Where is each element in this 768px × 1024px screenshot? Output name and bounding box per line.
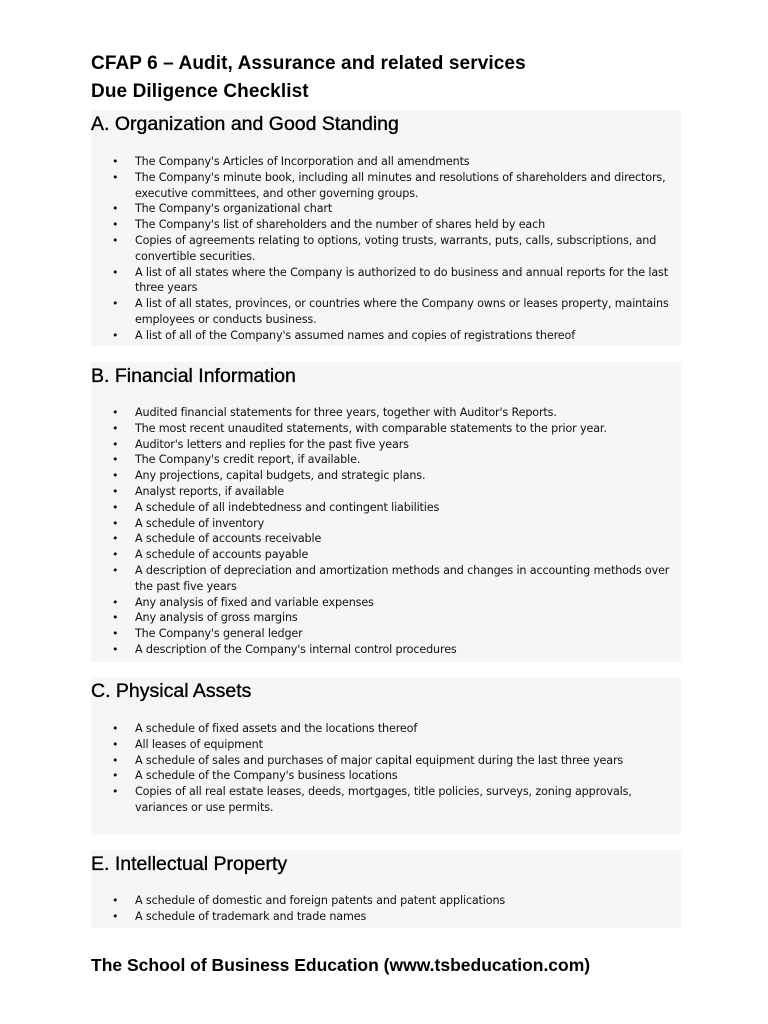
list-item-text: The most recent unaudited statements, with comparable statements to the prior year. — [135, 421, 607, 435]
list-item-text: A description of the Company's internal control procedures — [135, 642, 457, 656]
list-item-text: A list of all of the Company's assumed names and copies of registrations thereof — [135, 328, 575, 342]
list-item-text: Any analysis of fixed and variable expenses — [135, 595, 374, 609]
section-heading: A. Organization and Good Standing — [91, 113, 399, 135]
list-item — [108, 547, 678, 563]
list-item — [108, 154, 678, 170]
section-heading: E. Intellectual Property — [91, 853, 288, 875]
bullet-icon: • — [112, 894, 119, 907]
bullet-icon: • — [112, 500, 119, 514]
bullet-icon: • — [112, 595, 119, 609]
bullet-icon: • — [112, 202, 119, 216]
bullet-icon: • — [112, 532, 119, 546]
list-item — [108, 170, 678, 202]
section-heading: B. Financial Information — [91, 365, 296, 387]
bullet-icon: • — [112, 548, 119, 562]
list-item — [108, 737, 678, 753]
list-item — [108, 721, 678, 737]
bullet-icon: • — [112, 785, 119, 799]
list-item — [108, 909, 678, 925]
document-footer: The School of Business Education (www.tsbeducation.com) — [91, 955, 591, 975]
list-item-text: Any projections, capital budgets, and strategic plans. — [135, 469, 426, 483]
list-item-text: The Company's organizational chart — [135, 202, 333, 216]
list-item — [108, 516, 678, 532]
bullet-icon: • — [112, 516, 119, 530]
bullet-icon: • — [112, 297, 119, 311]
bullet-icon: • — [112, 453, 119, 467]
section-list — [108, 154, 678, 344]
list-item — [108, 296, 678, 328]
list-item-text: The Company's minute book, including all minutes and resolutions of shareholders and directors, executive committees, and other governing groups. — [135, 170, 666, 200]
list-item-text: The Company's credit report, if available. — [135, 453, 361, 467]
document-title-line-2: Due Diligence Checklist — [91, 81, 309, 102]
list-item-text: A schedule of accounts payable — [135, 548, 309, 562]
bullet-icon: • — [112, 265, 119, 279]
document-title-line-1: CFAP 6 – Audit, Assurance and related services — [91, 53, 526, 74]
list-item-text: A schedule of fixed assets and the locations thereof — [135, 722, 418, 735]
list-item — [108, 217, 678, 233]
list-item-text: All leases of equipment — [135, 737, 263, 751]
bullet-icon: • — [112, 406, 119, 419]
list-item-text: Audited financial statements for three years, together with Auditor's Reports. — [135, 406, 557, 419]
list-item-text: A schedule of accounts receivable — [135, 532, 322, 546]
section-financial — [91, 362, 681, 662]
list-item — [108, 405, 678, 421]
list-item-text: A schedule of trademark and trade names — [135, 909, 367, 923]
list-item-text: Any analysis of gross margins — [135, 611, 298, 625]
list-item-text: Copies of agreements relating to options, voting trusts, warrants, puts, calls, subscriptions, and convertible securities. — [135, 233, 657, 263]
list-item-text: The Company's list of shareholders and the number of shares held by each — [135, 218, 546, 232]
bullet-icon: • — [112, 611, 119, 625]
bullet-icon: • — [112, 563, 119, 577]
list-item-text: Analyst reports, if available — [135, 484, 284, 498]
list-item — [108, 484, 678, 500]
list-item — [108, 610, 678, 626]
section-heading: C. Physical Assets — [91, 680, 252, 702]
list-item-text: The Company's Articles of Incorporation and all amendments — [135, 155, 470, 168]
list-item — [108, 421, 678, 437]
list-item — [108, 784, 678, 816]
list-item — [108, 500, 678, 516]
bullet-icon: • — [112, 484, 119, 498]
list-item-text: Auditor's letters and replies for the past five years — [135, 437, 409, 451]
list-item — [108, 563, 678, 595]
list-item — [108, 642, 678, 658]
list-item — [108, 468, 678, 484]
list-item-text: A schedule of the Company's business locations — [135, 769, 398, 783]
bullet-icon: • — [112, 437, 119, 451]
bullet-icon: • — [112, 737, 119, 751]
section-list — [108, 721, 678, 816]
list-item-text: A description of depreciation and amortization methods and changes in accounting methods over the past five years — [135, 563, 670, 593]
bullet-icon: • — [112, 218, 119, 232]
list-item-text: A list of all states, provinces, or countries where the Company owns or leases property, maintains employees or conducts business. — [135, 297, 669, 326]
list-item — [108, 265, 678, 297]
document-title — [91, 50, 526, 106]
bullet-icon: • — [112, 909, 119, 923]
list-item-text: A schedule of all indebtedness and contingent liabilities — [135, 500, 440, 514]
bullet-icon: • — [112, 233, 119, 247]
list-item-text: A schedule of sales and purchases of major capital equipment during the last three years — [135, 753, 624, 767]
section-list — [108, 405, 678, 658]
list-item-text: The Company's general ledger — [135, 627, 303, 641]
section-physical-assets — [91, 677, 681, 835]
list-item — [108, 893, 678, 909]
list-item — [108, 437, 678, 453]
bullet-icon: • — [112, 170, 119, 184]
list-item — [108, 328, 678, 344]
bullet-icon: • — [112, 328, 119, 342]
bullet-icon: • — [112, 642, 119, 656]
section-organization — [91, 110, 681, 346]
list-item-text: A list of all states where the Company is authorized to do business and annual reports for the last three years — [135, 265, 668, 295]
list-item — [108, 753, 678, 769]
section-intellectual-property — [91, 850, 681, 928]
list-item — [108, 768, 678, 784]
list-item-text: Copies of all real estate leases, deeds, mortgages, title policies, surveys, zoning approvals, variances or use permits. — [135, 785, 632, 814]
section-list — [108, 893, 678, 925]
bullet-icon: • — [112, 627, 119, 641]
list-item — [108, 233, 678, 265]
list-item — [108, 531, 678, 547]
list-item — [108, 452, 678, 468]
list-item — [108, 626, 678, 642]
bullet-icon: • — [112, 421, 119, 435]
list-item-text: A schedule of inventory — [135, 516, 265, 530]
bullet-icon: • — [112, 753, 119, 767]
bullet-icon: • — [112, 769, 119, 783]
list-item — [108, 201, 678, 217]
bullet-icon: • — [112, 469, 119, 483]
list-item — [108, 595, 678, 611]
bullet-icon: • — [112, 722, 119, 735]
list-item-text: A schedule of domestic and foreign patents and patent applications — [135, 894, 506, 907]
bullet-icon: • — [112, 155, 119, 168]
